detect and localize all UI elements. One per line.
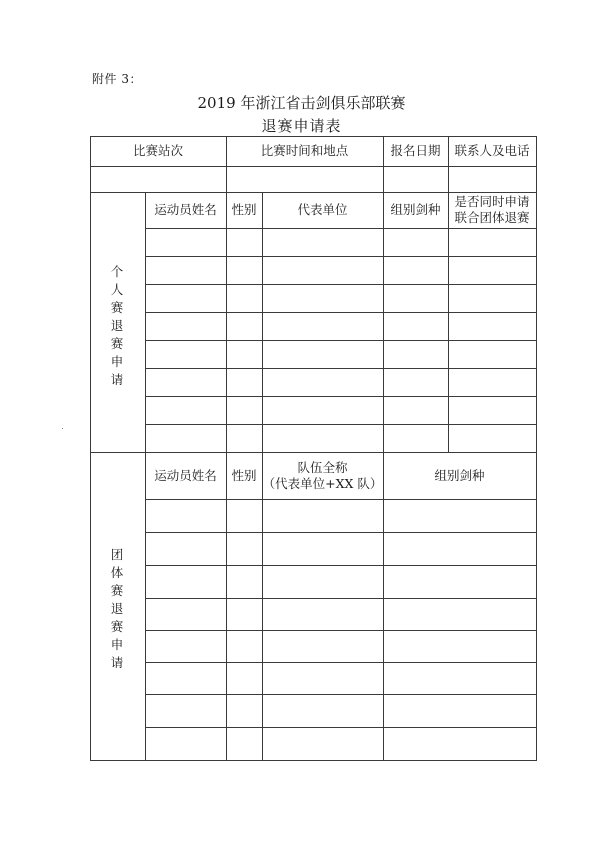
team-full-name-line-1: 队伍全称	[297, 459, 348, 475]
header-registration-date: 报名日期	[390, 143, 441, 158]
row-divider	[145, 565, 537, 566]
attachment-label: 附件 3：	[92, 72, 142, 86]
row-divider	[145, 499, 537, 500]
individual-header-group-weapon: 组别剑种	[390, 202, 441, 217]
row-divider	[145, 340, 537, 341]
row-divider	[145, 396, 537, 397]
table-border-left	[90, 136, 91, 761]
individual-header-athlete-name: 运动员姓名	[154, 202, 217, 217]
team-header-group-weapon: 组别剑种	[434, 467, 485, 483]
team-section-label: 团体赛退赛申请	[110, 547, 124, 670]
row-divider	[145, 598, 537, 599]
individual-header-joint-team-withdrawal	[448, 192, 536, 228]
row-divider	[145, 228, 537, 229]
row-divider	[145, 630, 537, 631]
individual-section-label: 个人赛退赛申请	[110, 264, 124, 387]
col-divider	[448, 192, 449, 452]
header-stage: 比赛站次	[132, 143, 183, 158]
row-divider	[145, 694, 537, 695]
row-divider	[90, 166, 537, 167]
table-border-right	[536, 136, 537, 761]
document-subtitle: 退赛申请表	[261, 117, 342, 135]
joint-withdrawal-line-2: 联合团体退赛	[454, 210, 530, 225]
team-header-full-name	[262, 452, 383, 499]
table-border-bottom	[90, 760, 537, 761]
joint-withdrawal-line-1: 是否同时申请	[454, 194, 530, 209]
row-divider	[145, 532, 537, 533]
row-divider	[145, 424, 537, 425]
row-divider	[145, 727, 537, 728]
scan-speck	[62, 428, 63, 429]
team-header-gender: 性别	[231, 467, 257, 483]
row-divider	[145, 256, 537, 257]
row-divider	[145, 368, 537, 369]
header-contact: 联系人及电话	[454, 143, 530, 158]
individual-header-unit: 代表单位	[297, 202, 348, 217]
document-title: 2019 年浙江省击剑俱乐部联赛	[197, 94, 406, 112]
team-full-name-line-2: （代表单位+XX 队）	[262, 475, 383, 491]
row-divider	[145, 284, 537, 285]
individual-header-gender: 性别	[231, 202, 257, 217]
team-header-athlete-name: 运动员姓名	[154, 467, 217, 483]
row-divider	[145, 662, 537, 663]
header-time-place: 比赛时间和地点	[260, 143, 349, 158]
row-divider	[145, 312, 537, 313]
